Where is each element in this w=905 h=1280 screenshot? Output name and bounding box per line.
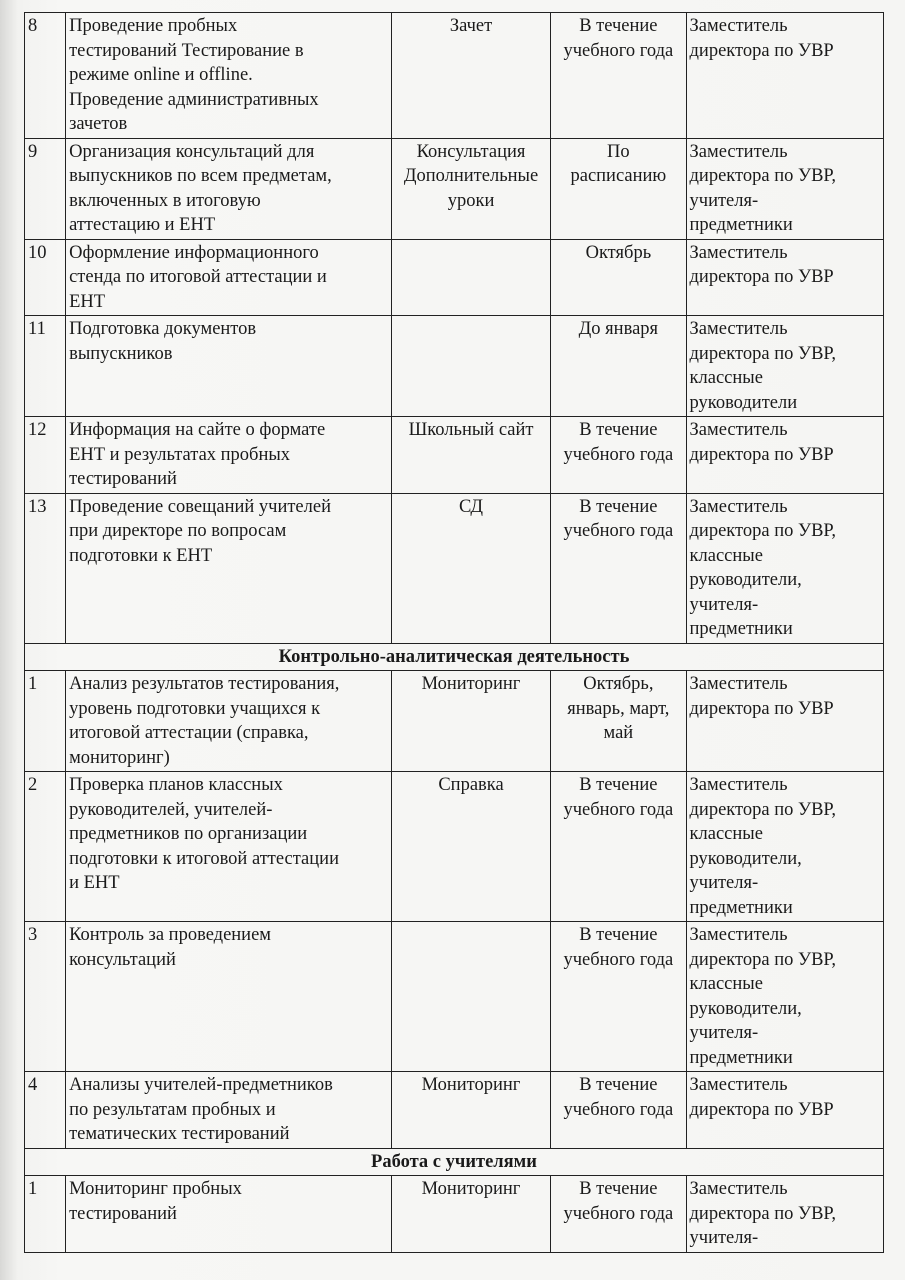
form-cell	[391, 772, 550, 922]
cell-text-line: директора по УВР,	[689, 949, 837, 970]
cell-text-line: подготовки к итоговой аттестации	[69, 848, 339, 869]
activity-cell	[66, 1176, 392, 1253]
cell-text-line: уроки	[447, 190, 495, 211]
activity-cell	[66, 13, 392, 139]
cell-text-line: включенных в итоговую	[69, 190, 261, 211]
row-number: 1	[25, 671, 66, 772]
cell-text-line: Проведение пробных	[69, 16, 238, 36]
table-row	[25, 922, 884, 1072]
row-number: 3	[25, 922, 66, 1072]
cell-text-line: Заместитель	[689, 775, 788, 795]
cell-text-line: Октябрь	[585, 242, 652, 263]
cell-text-line: Дополнительные	[403, 166, 539, 186]
cell-text-line: Мониторинг	[421, 1075, 521, 1095]
form-cell	[391, 239, 550, 316]
table-row	[25, 1176, 884, 1253]
cell-text-line: руководители,	[689, 998, 802, 1019]
table-row	[25, 772, 884, 922]
cell-text-line: директора по УВР,	[689, 799, 837, 820]
table-row	[25, 671, 884, 772]
table-row	[25, 13, 884, 139]
activity-cell	[66, 493, 392, 643]
cell-text-line: стенда по итоговой аттестации и	[69, 267, 327, 287]
cell-text-line: Заместитель	[689, 496, 788, 517]
cell-text-line: Школьный сайт	[408, 420, 534, 440]
cell-text-line: и ЕНТ	[69, 873, 120, 893]
cell-text-line: В течение	[579, 16, 658, 36]
form-cell	[391, 1176, 550, 1253]
row-number: 10	[25, 239, 66, 316]
cell-text-line: Октябрь,	[583, 674, 654, 694]
activity-cell	[66, 1072, 392, 1149]
cell-text-line: директора по УВР	[689, 40, 834, 61]
cell-text-line: выпускников по всем предметам,	[69, 166, 332, 186]
cell-text-line: подготовки к ЕНТ	[69, 545, 213, 566]
cell-text-line: учебного года	[563, 1099, 674, 1120]
cell-text-line: учебного года	[563, 444, 674, 465]
cell-text-line: Консультация	[416, 141, 526, 162]
cell-text-line: Справка	[438, 775, 504, 795]
cell-text-line: В течение	[579, 1179, 658, 1199]
cell-text-line: руководители	[689, 392, 798, 413]
cell-text-line: Мониторинг	[421, 1179, 521, 1199]
cell-text-line: Заместитель	[689, 319, 788, 339]
cell-text-line: предметники	[689, 619, 793, 639]
cell-text-line: В течение	[579, 775, 658, 795]
cell-text-line: Организация консультаций для	[69, 141, 315, 162]
form-cell	[391, 493, 550, 643]
responsible-cell	[686, 316, 883, 417]
cell-text-line: директора по УВР	[689, 267, 834, 287]
cell-text-line: В течение	[579, 925, 658, 945]
responsible-cell	[686, 138, 883, 239]
responsible-cell	[686, 417, 883, 494]
row-number: 8	[25, 13, 66, 139]
responsible-cell	[686, 671, 883, 772]
cell-text-line: Заместитель	[689, 925, 788, 945]
responsible-cell	[686, 239, 883, 316]
cell-text-line: зачетов	[69, 114, 128, 134]
row-number: 13	[25, 493, 66, 643]
cell-text-line: выпускников	[69, 343, 173, 364]
cell-text-line: режиме online и offline.	[69, 65, 253, 85]
cell-text-line: руководители,	[689, 848, 802, 869]
term-cell	[551, 922, 686, 1072]
cell-text-line: учителя-	[689, 190, 759, 211]
cell-text-line: учителя-	[689, 1228, 759, 1248]
cell-text-line: учителя-	[689, 1023, 759, 1043]
cell-text-line: В течение	[579, 420, 658, 440]
cell-text-line: классные	[689, 974, 763, 994]
section-header-row	[25, 643, 884, 671]
cell-text-line: уровень подготовки учащихся к	[69, 698, 321, 719]
cell-text-line: До января	[578, 319, 659, 339]
cell-text-line: ЕНТ	[69, 291, 106, 312]
plan-table-body	[25, 13, 884, 1253]
table-row	[25, 417, 884, 494]
form-cell	[391, 1072, 550, 1149]
cell-text-line: В течение	[579, 1075, 658, 1095]
cell-text-line: директора по УВР,	[689, 166, 837, 186]
activity-cell	[66, 417, 392, 494]
row-number: 12	[25, 417, 66, 494]
cell-text-line: Мониторинг	[421, 674, 521, 694]
cell-text-line: Заместитель	[689, 674, 788, 694]
cell-text-line: по результатам пробных и	[69, 1099, 276, 1120]
cell-text-line: май	[603, 723, 634, 743]
activity-cell	[66, 316, 392, 417]
responsible-cell	[686, 13, 883, 139]
cell-text-line: аттестацию и ЕНТ	[69, 215, 216, 235]
table-row	[25, 239, 884, 316]
cell-text-line: учителя-	[689, 873, 759, 893]
cell-text-line: классные	[689, 824, 763, 844]
cell-text-line: учебного года	[563, 1203, 674, 1224]
cell-text-line: консультаций	[69, 949, 176, 970]
table-row	[25, 1072, 884, 1149]
cell-text-line: при директоре по вопросам	[69, 521, 287, 541]
section-title: Работа с учителями	[25, 1148, 884, 1176]
cell-text-line: расписанию	[570, 166, 667, 186]
term-cell	[551, 772, 686, 922]
term-cell	[551, 138, 686, 239]
cell-text-line: Проверка планов классных	[69, 775, 283, 795]
plan-table	[24, 12, 884, 1253]
cell-text-line: Анализы учителей-предметников	[69, 1075, 333, 1095]
cell-text-line: учебного года	[563, 799, 674, 820]
cell-text-line: Мониторинг пробных	[69, 1179, 242, 1199]
cell-text-line: мониторинг)	[69, 747, 170, 768]
cell-text-line: предметники	[689, 215, 793, 235]
cell-text-line: Проведение административных	[69, 89, 319, 110]
cell-text-line: директора по УВР,	[689, 1203, 837, 1224]
cell-text-line: директора по УВР	[689, 698, 834, 719]
responsible-cell	[686, 1176, 883, 1253]
cell-text-line: классные	[689, 545, 763, 566]
cell-text-line: директора по УВР	[689, 1099, 834, 1120]
cell-text-line: предметники	[689, 897, 793, 918]
form-cell	[391, 922, 550, 1072]
row-number: 4	[25, 1072, 66, 1149]
term-cell	[551, 671, 686, 772]
cell-text-line: руководители,	[689, 570, 802, 590]
cell-text-line: тестирований	[69, 1203, 177, 1224]
cell-text-line: учителя-	[689, 594, 759, 615]
term-cell	[551, 1176, 686, 1253]
cell-text-line: СД	[459, 496, 484, 517]
term-cell	[551, 239, 686, 316]
activity-cell	[66, 922, 392, 1072]
term-cell	[551, 493, 686, 643]
responsible-cell	[686, 1072, 883, 1149]
cell-text-line: учебного года	[563, 40, 674, 61]
cell-text-line: Оформление информационного	[69, 242, 319, 263]
cell-text-line: директора по УВР,	[689, 343, 837, 364]
cell-text-line: Контроль за проведением	[69, 925, 272, 945]
form-cell	[391, 316, 550, 417]
cell-text-line: предметников по организации	[69, 824, 308, 844]
cell-text-line: Заместитель	[689, 242, 788, 263]
cell-text-line: Заместитель	[689, 1075, 788, 1095]
cell-text-line: Заместитель	[689, 16, 788, 36]
form-cell	[391, 138, 550, 239]
cell-text-line: итоговой аттестации (справка,	[69, 723, 309, 743]
responsible-cell	[686, 493, 883, 643]
cell-text-line: По	[607, 141, 630, 162]
row-number: 1	[25, 1176, 66, 1253]
cell-text-line: тестирований	[69, 469, 177, 489]
cell-text-line: январь, март,	[567, 698, 670, 719]
cell-text-line: Информация на сайте о формате	[69, 420, 326, 440]
cell-text-line: Заместитель	[689, 141, 788, 162]
term-cell	[551, 316, 686, 417]
term-cell	[551, 1072, 686, 1149]
cell-text-line: Заместитель	[689, 1179, 788, 1199]
cell-text-line: Зачет	[449, 16, 493, 36]
cell-text-line: руководителей, учителей-	[69, 799, 273, 820]
cell-text-line: тестирований Тестирование в	[69, 40, 304, 61]
activity-cell	[66, 239, 392, 316]
cell-text-line: ЕНТ и результатах пробных	[69, 444, 291, 465]
section-title: Контрольно-аналитическая деятельность	[25, 643, 884, 671]
table-row	[25, 316, 884, 417]
cell-text-line: Заместитель	[689, 420, 788, 440]
section-header-row	[25, 1148, 884, 1176]
cell-text-line: директора по УВР,	[689, 521, 837, 541]
activity-cell	[66, 772, 392, 922]
cell-text-line: В течение	[579, 496, 658, 517]
activity-cell	[66, 138, 392, 239]
cell-text-line: директора по УВР	[689, 444, 834, 465]
form-cell	[391, 417, 550, 494]
form-cell	[391, 671, 550, 772]
row-number: 11	[25, 316, 66, 417]
cell-text-line: Проведение совещаний учителей	[69, 496, 331, 517]
term-cell	[551, 417, 686, 494]
table-row	[25, 493, 884, 643]
cell-text-line: предметники	[689, 1047, 793, 1068]
form-cell	[391, 13, 550, 139]
row-number: 2	[25, 772, 66, 922]
cell-text-line: классные	[689, 368, 763, 388]
cell-text-line: Подготовка документов	[69, 319, 257, 339]
cell-text-line: учебного года	[563, 521, 674, 541]
cell-text-line: Анализ результатов тестирования,	[69, 674, 340, 694]
responsible-cell	[686, 922, 883, 1072]
table-row	[25, 138, 884, 239]
responsible-cell	[686, 772, 883, 922]
row-number: 9	[25, 138, 66, 239]
activity-cell	[66, 671, 392, 772]
term-cell	[551, 13, 686, 139]
cell-text-line: учебного года	[563, 949, 674, 970]
cell-text-line: тематических тестирований	[69, 1124, 290, 1144]
